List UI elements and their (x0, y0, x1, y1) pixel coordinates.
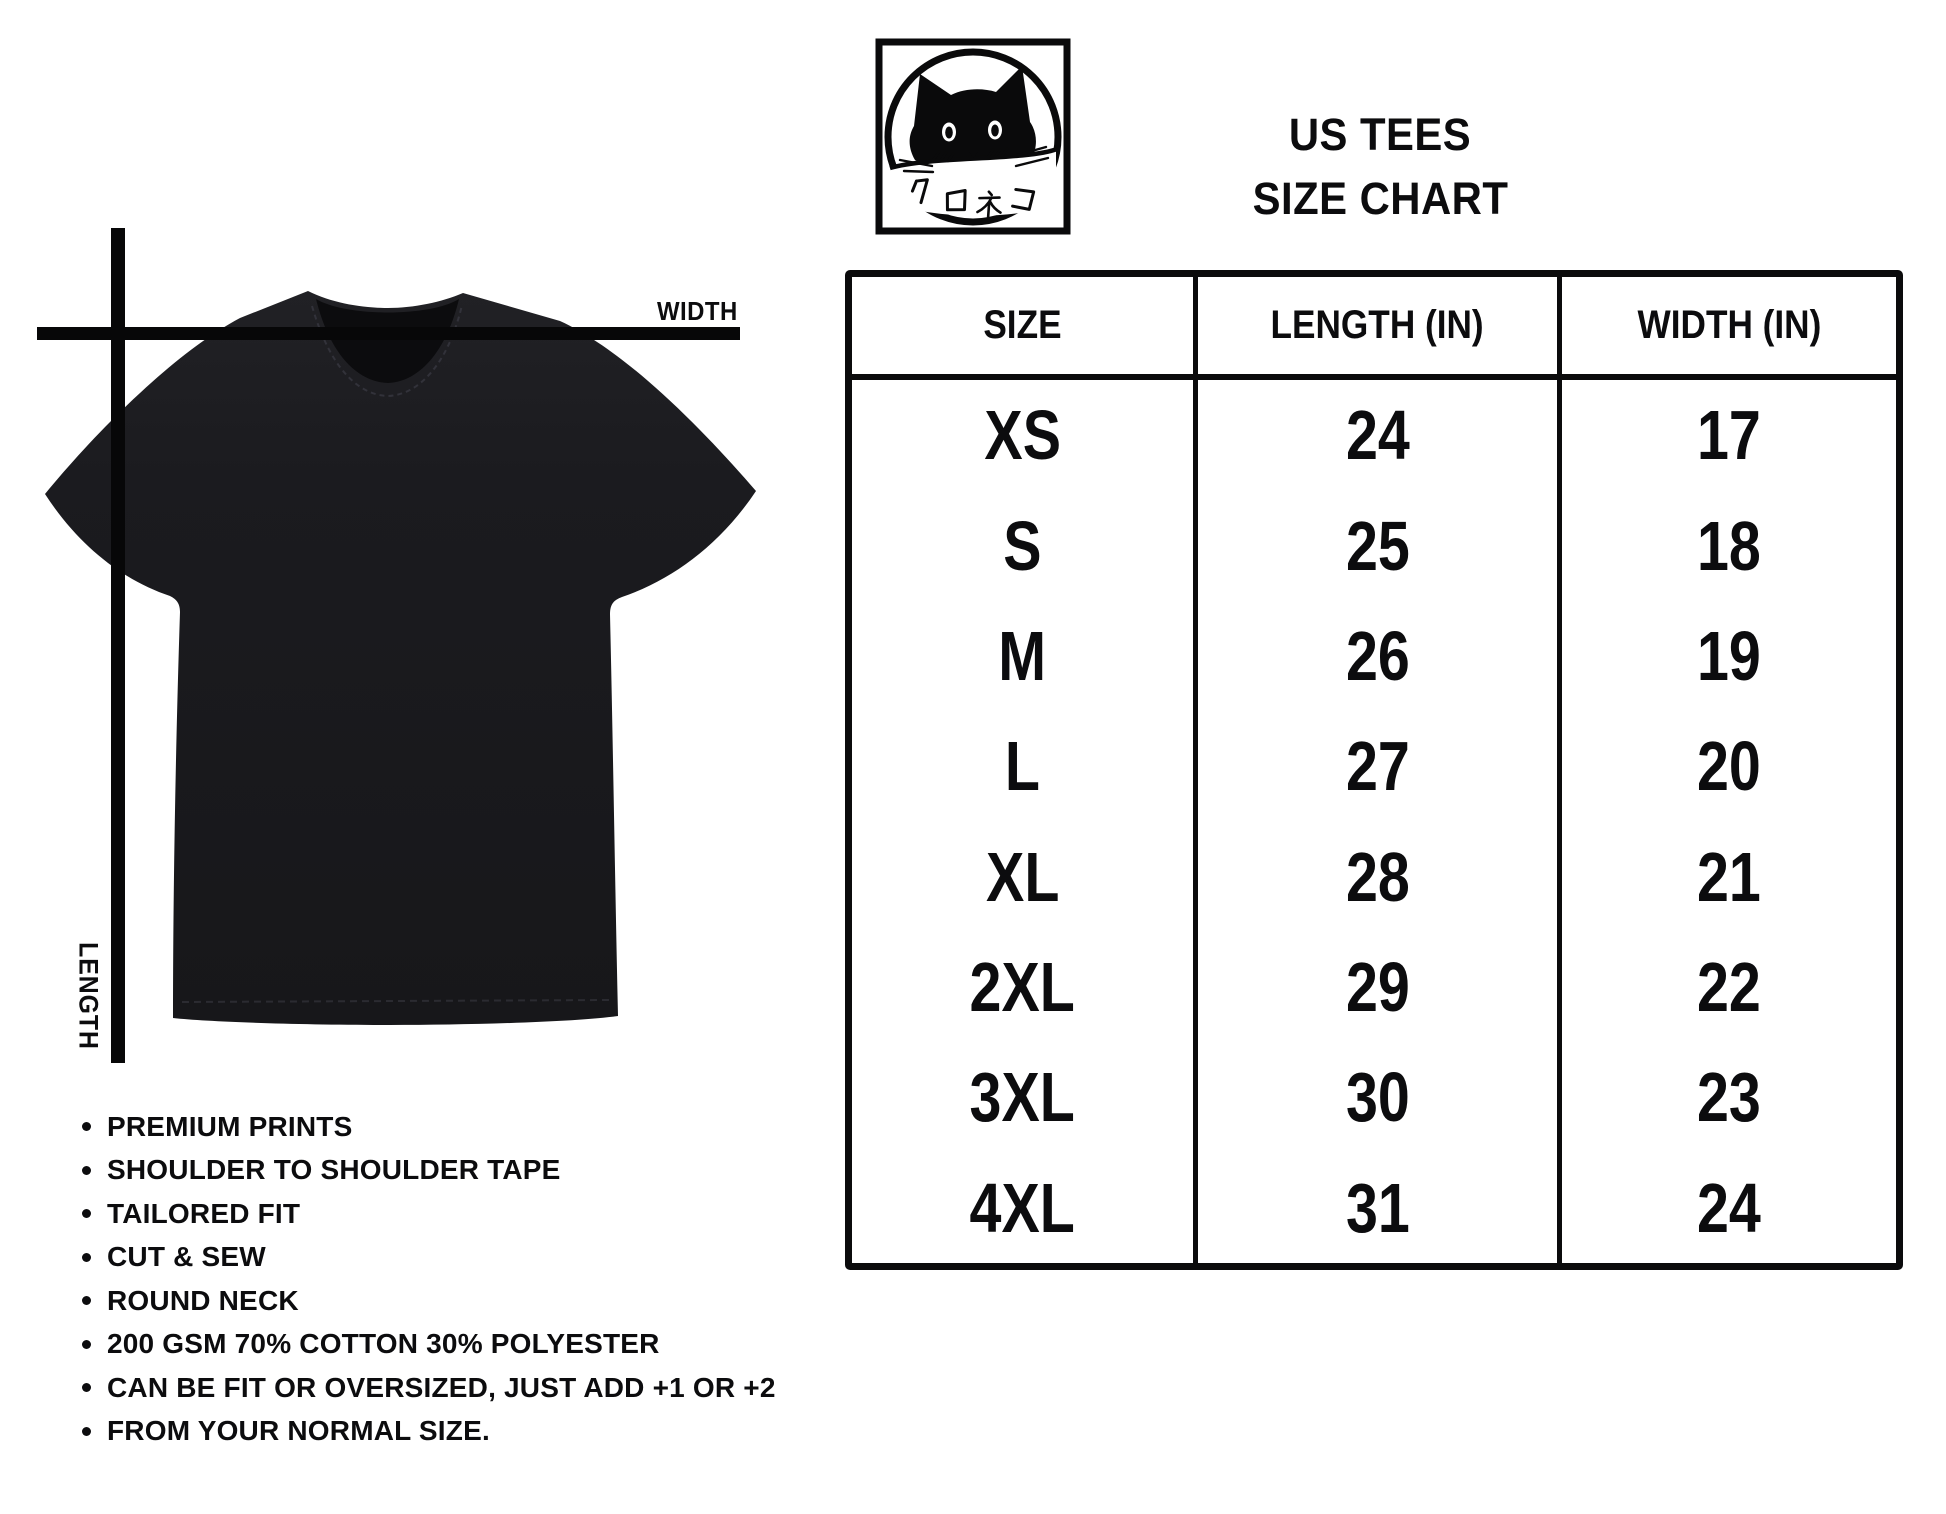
cell-width: 23 (1697, 1058, 1761, 1137)
feature-item: CAN BE FIT OR OVERSIZED, JUST ADD +1 OR +2 (70, 1366, 776, 1410)
cell-length: 25 (1345, 506, 1410, 585)
feature-item: TAILORED FIT (70, 1192, 776, 1236)
cell-length: 27 (1345, 727, 1410, 806)
cell-length: 24 (1345, 396, 1410, 475)
cell-length: 30 (1345, 1058, 1410, 1137)
table-row (852, 490, 1896, 600)
cell-width: 19 (1697, 616, 1761, 695)
table-row (852, 1153, 1896, 1263)
feature-item: ROUND NECK (70, 1279, 776, 1323)
cell-size: 2XL (969, 948, 1076, 1027)
length-label: LENGTH (73, 942, 104, 1050)
brand-logo (875, 38, 1071, 235)
table-row (852, 1042, 1896, 1152)
feature-item: FROM YOUR NORMAL SIZE. (70, 1410, 776, 1454)
cell-size: XL (985, 837, 1060, 916)
cell-size: S (1003, 506, 1042, 585)
cell-width: 18 (1697, 506, 1761, 585)
cell-length: 31 (1345, 1168, 1410, 1247)
cell-length: 29 (1345, 948, 1410, 1027)
features-list (70, 1105, 776, 1453)
feature-item: 200 GSM 70% COTTON 30% POLYESTER (70, 1323, 776, 1367)
cell-size: M (998, 616, 1047, 695)
tshirt-silhouette (45, 291, 756, 1025)
cell-width: 22 (1697, 948, 1761, 1027)
cell-length: 26 (1345, 616, 1410, 695)
cell-width: 21 (1697, 837, 1761, 916)
page-title-line2: SIZE CHART (1252, 173, 1508, 224)
table-row (852, 380, 1896, 490)
table-body (852, 380, 1896, 1263)
size-table (845, 270, 1903, 1270)
header-cell-size: SIZE (983, 303, 1062, 347)
page-title (1145, 103, 1615, 231)
cell-length: 28 (1345, 837, 1410, 916)
cell-width: 24 (1697, 1168, 1761, 1247)
table-row (852, 932, 1896, 1042)
width-measure-line (37, 327, 740, 340)
feature-item: PREMIUM PRINTS (70, 1105, 776, 1149)
cell-size: 3XL (969, 1058, 1076, 1137)
table-header-row (852, 277, 1896, 380)
cell-size: L (1004, 727, 1041, 806)
header-cell-length: LENGTH (IN) (1270, 303, 1485, 347)
table-row (852, 711, 1896, 821)
table-row (852, 601, 1896, 711)
page-title-line1: US TEES (1288, 109, 1472, 160)
header-cell-width: WIDTH (IN) (1637, 303, 1821, 347)
cell-size: XS (984, 396, 1061, 475)
cell-width: 17 (1697, 396, 1761, 475)
cell-width: 20 (1697, 727, 1761, 806)
width-label: WIDTH (657, 296, 738, 326)
cell-size: 4XL (969, 1168, 1076, 1247)
feature-item: SHOULDER TO SHOULDER TAPE (70, 1149, 776, 1193)
table-row (852, 822, 1896, 932)
length-measure-line (111, 228, 125, 1063)
feature-item: CUT & SEW (70, 1236, 776, 1280)
